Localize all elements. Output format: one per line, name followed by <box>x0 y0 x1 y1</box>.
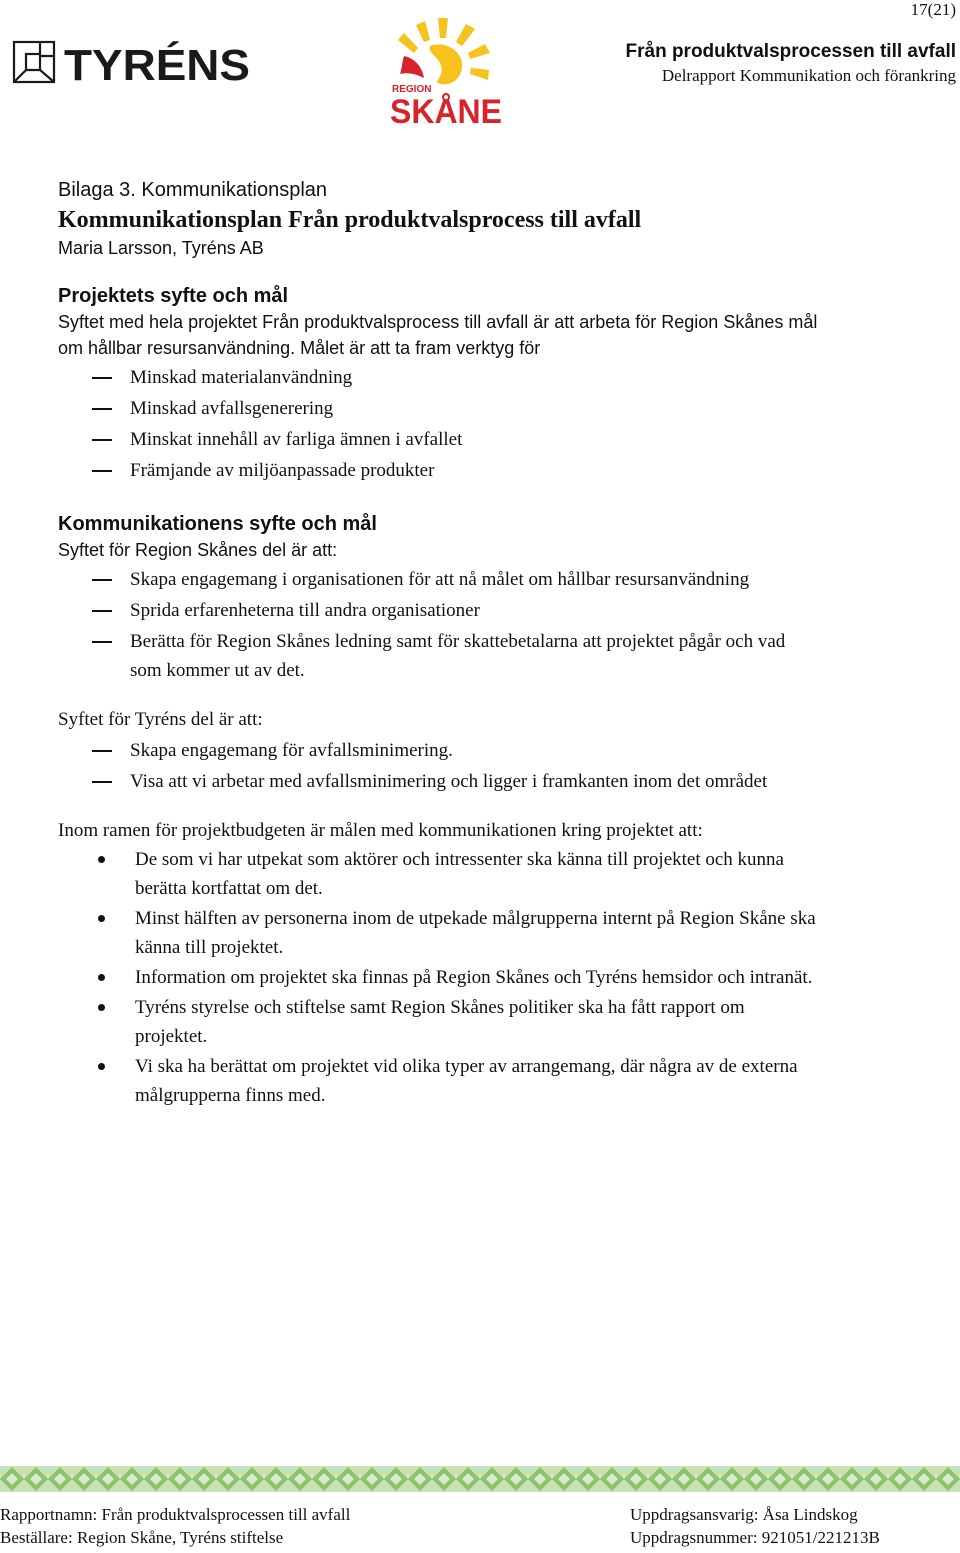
list-item: Berätta för Region Skånes ledning samt för skattebetalarna att projektet pågår och vad som kommer ut av det. <box>58 627 818 685</box>
tyrens-logo <box>12 36 252 90</box>
appendix-label: Bilaga 3. Kommunikationsplan <box>58 179 328 201</box>
list-item: De som vi har utpekat som aktörer och intressenter ska känna till projektet och kunna berätta kortfattat om det. <box>58 845 818 903</box>
footer-right <box>630 1503 880 1549</box>
document-title: Kommunikationsplan Från produktvalsprocess till avfall <box>58 207 642 233</box>
list-item: Minskad materialanvändning <box>58 363 818 392</box>
document-header <box>626 40 957 88</box>
section-heading-purpose: Projektets syfte och mål <box>58 285 289 307</box>
list-item: Skapa engagemang i organisationen för att nå målet om hållbar resursanvändning <box>58 565 818 594</box>
footer-responsible: Uppdragsansvarig: Åsa Lindskog <box>630 1505 858 1524</box>
header-title: Från produktvalsprocessen till avfall <box>625 41 956 62</box>
header-subtitle: Delrapport Kommunikation och förankring <box>661 66 956 85</box>
document-body <box>58 175 818 1111</box>
page-number: 17(21) <box>910 0 956 19</box>
list-item: Sprida erfarenheterna till andra organisationer <box>58 596 818 625</box>
tyrens-list <box>58 736 818 796</box>
list-item: Främjande av miljöanpassade produkter <box>58 456 818 485</box>
list-item: Visa att vi arbetar med avfallsminimering och ligger i framkanten inom det området <box>58 767 818 796</box>
list-item: Tyréns styrelse och stiftelse samt Region Skånes politiker ska ha fått rapport om projektet. <box>58 993 818 1051</box>
region-skane-logo <box>384 16 508 128</box>
footer-assignment-number: Uppdragsnummer: 921051/221213B <box>630 1528 880 1547</box>
footer-report-name: Rapportnamn: Från produktvalsprocessen till avfall <box>0 1505 351 1524</box>
tyrens-intro: Syftet för Tyréns del är att: <box>58 709 263 730</box>
list-item: Information om projektet ska finnas på Region Skånes och Tyréns hemsidor och intranät. <box>58 963 818 992</box>
list-item: Minskat innehåll av farliga ämnen i avfallet <box>58 425 818 454</box>
skane-logo-name: SKÅNE <box>390 93 502 128</box>
list-item: Vi ska ha berättat om projektet vid olika typer av arrangemang, där några av de externa målgrupperna finns med. <box>58 1052 818 1110</box>
section-heading-communication: Kommunikationens syfte och mål <box>58 513 377 535</box>
section-purpose-text: Syftet med hela projektet Från produktvalsprocess till avfall är att arbeta för Region Skånes mål om hållbar resursanvändning. Målet är att ta fram verktyg för <box>58 312 818 358</box>
list-item: Skapa engagemang för avfallsminimering. <box>58 736 818 765</box>
budget-list <box>58 845 818 1110</box>
footer-stripe <box>0 1466 960 1492</box>
footer-left <box>0 1503 350 1549</box>
budget-intro: Inom ramen för projektbudgeten är målen med kommunikationen kring projektet att: <box>58 820 703 841</box>
region-list <box>58 565 818 685</box>
skane-logo-region: REGION <box>392 84 432 95</box>
region-intro: Syftet för Region Skånes del är att: <box>58 540 338 560</box>
list-item: Minst hälften av personerna inom de utpekade målgrupperna internt på Region Skåne ska känna till projektet. <box>58 904 818 962</box>
purpose-list <box>58 363 818 485</box>
document-author: Maria Larsson, Tyréns AB <box>58 238 264 258</box>
footer-client: Beställare: Region Skåne, Tyréns stiftelse <box>0 1528 284 1547</box>
tyrens-logo-text: TYRÉNS <box>64 41 243 90</box>
list-item: Minskad avfallsgenerering <box>58 394 818 423</box>
